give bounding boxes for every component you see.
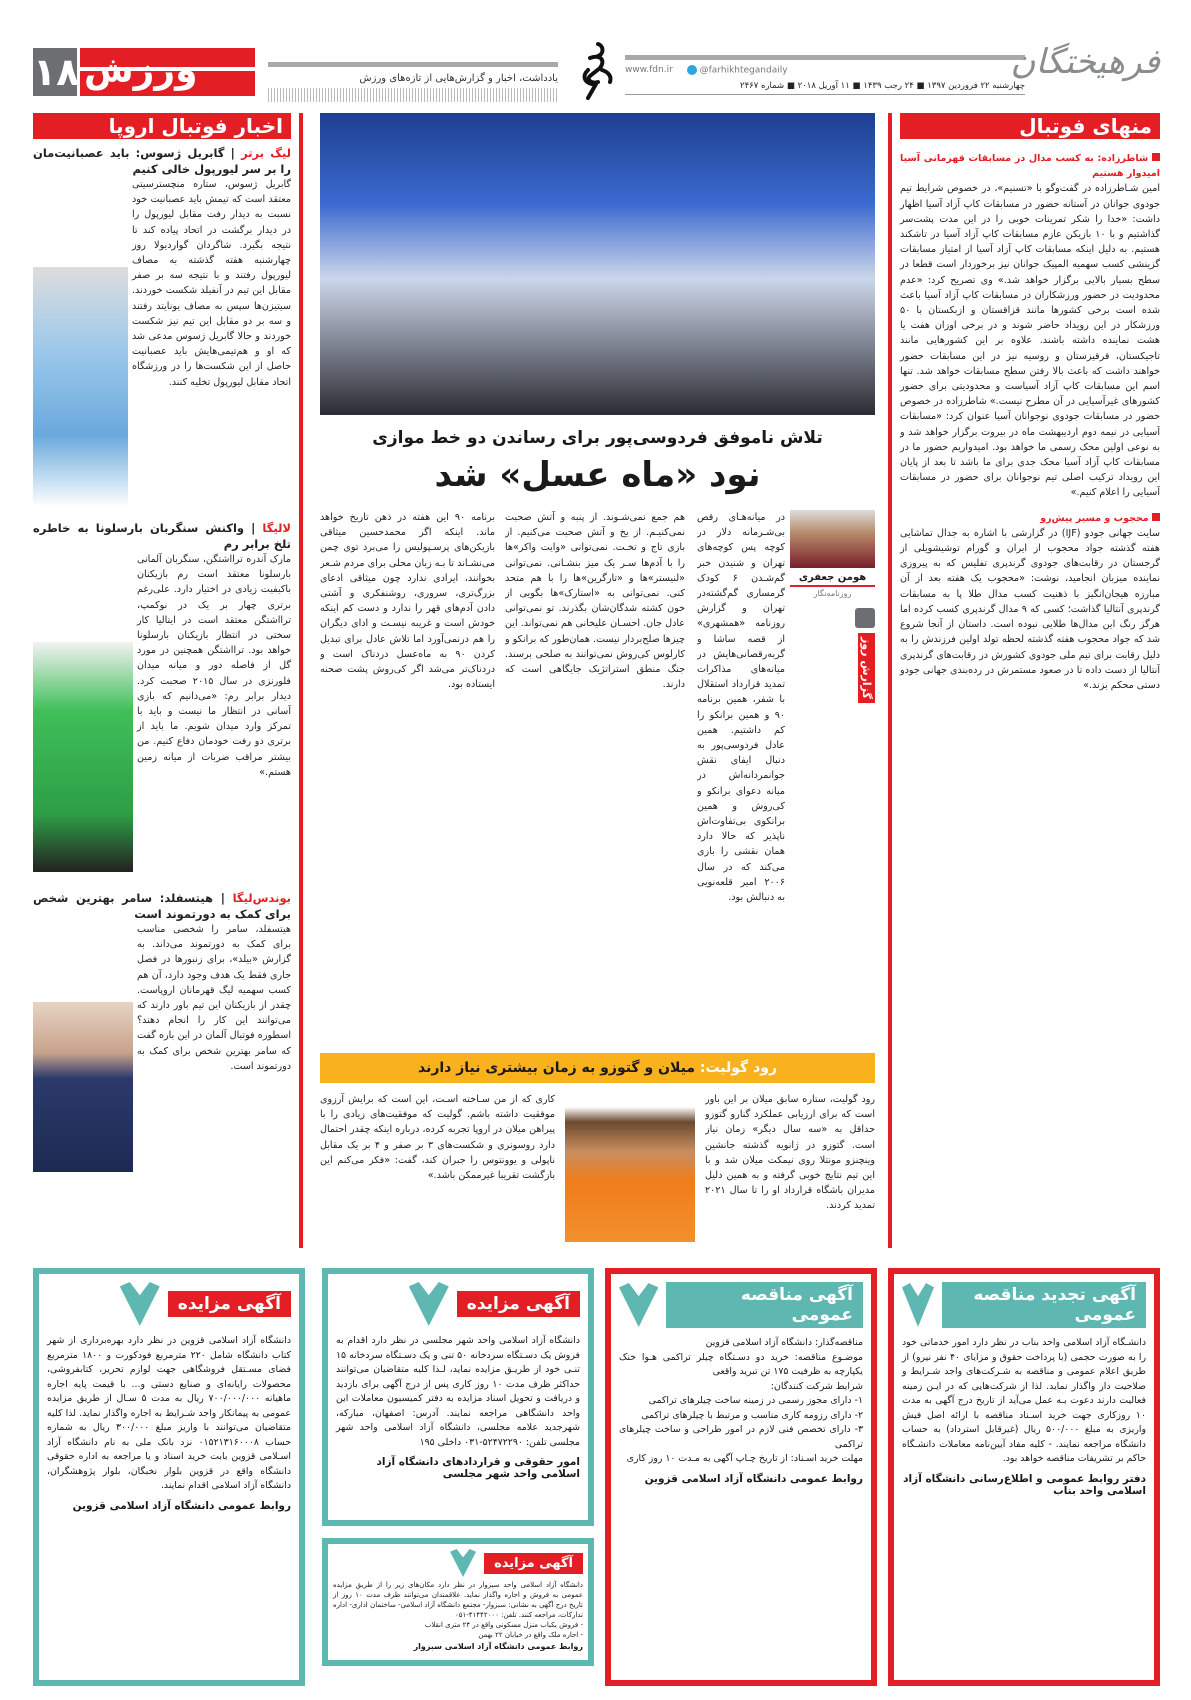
author-photo xyxy=(790,510,875,568)
masthead-info xyxy=(625,55,1025,95)
ad-footer: روابط عمومی دانشگاه آزاد اسلامی قزوین xyxy=(72,1499,291,1512)
ad-body: مناقصه‌گذار: دانشگاه آزاد اسلامی قزوین موضـوع مناقصه: خرید دو دسـتگاه چیلر تراکمی هـوا خنک یکپارچه به ظرفیت ۱۷۵ تن تبرید واقعی شرایط شرکت کنندگان: ۱- دارای مجوز رسمی در زمینه ساخت چیلرهای تراکمی ۲- دارای رزومه کاری مناسب و مرتبط با چیلرهای تراکمی ۳- دارای تخصص فنی لازم در امور طراحی و ساخت چیلرهای تراکمی مهلت خرید اسـناد: از تاریخ چـاپ آگهی به مـدت ۱۰ روز کاری xyxy=(619,1337,863,1464)
ad-title: آگهی مزایده xyxy=(457,1291,580,1317)
ad-title: آگهی تجدید مناقصه عمومی xyxy=(942,1282,1146,1328)
ad-body: دانشگاه آزاد اسلامی واحد سبزوار در نظر دارد مکان‌های زیر را از طریق مزایده عمومی به فروش و اجاره واگذار نماید. علاقمندان می‌توانند ظرف مدت ۱۰ روز از تاریخ درج آگهی به نشانی: سبزوار- مجتمع دانشگاه آزاد اسلامی- ساختمان اداری- اداره تدارکات، مراجعه کنند. تلفن: ۴۱۴۴۲۰۰۰-۰۵۱ - فروش یکباب منزل مسکونی واقع در ۲۴ متری انقلاب - اجاره ملک واقع در خیابان ۲۲ بهمن xyxy=(333,1581,583,1639)
website-link[interactable]: www.fdn.ir xyxy=(625,65,673,75)
article-column: برنامه ۹۰ این هفته در ذهن تاریخ خواهد ماند. اینکه اگر محمدحسین میثاقی بازیکن‌های پرسـپولیس را می‌برد توی چمن می‌نشـاند تا بـه زبان محلی برای مردم شـعر بخوانند، ایرادی ندارد چون میثاقی ادعای بزرگ‌تری، سروری، روشنفکری و آشتی دادن آدم‌های قهر را ندارد و دست کم اینکه خودش است و غریبه نیسـت و ادای دیگران را هم درنمی‌آورد اما تلاش عادل برای تبدیل کردن ۹۰ به ماه‌عسل دردناک است و دردناک‌تر می‌شد اگر کی‌روش پشت صحنه ایستاده بود. xyxy=(320,512,495,691)
university-emblem-icon xyxy=(902,1283,934,1327)
page-number: ۱۸ xyxy=(33,50,80,94)
ad-auction-majlesi xyxy=(322,1268,594,1526)
author-name: هومن جعفری xyxy=(790,572,875,587)
ad-footer: روابط عمومی دانشگاه آزاد اسلامی قزوین xyxy=(644,1472,863,1485)
gullit-banner: رود گولیت: میلان و گتوزو به زمان بیشتری نیاز دارند xyxy=(320,1053,875,1083)
ad-body: دانشگاه آزاد اسلامی قزوین در نظر دارد بهره‌برداری از شهر کتاب دانشگاه شامل ۲۲۰ مترمربع فودکورت و ۱۸۰۰ مترمربع فضای مسـتقل فروشگاهی جهت لوازم تحریر، کتابفروشی، محصولات رایانه‌ای و صنایع دستی و... با قیمت پایه اجاره ماهیانه ۷۰۰/۰۰۰/۰۰۰ ریال به مدت ۵ سـال از طریق مزایده عمومی به پیمانکار واجد شـرایط به اجاره واگذار نماید. لذا کلیه متقاضیان می‌توانند با واریز مبلغ ۳۰۰/۰۰۰ ریال به شماره حساب ۰۱۵۲۱۳۱۶۰۰۰۸ نزد بانک ملی به نام دانشگاه آزاد اسـلامی قزوین بابت خرید اسناد و یا مراجعه به اداره حقوقی دانشگاه واقع در قزوین بلوار نخبگان، بلوار پژوهشگران، دانشگاه آزاد اسلامی اقدام نمایند. xyxy=(47,1335,292,1491)
news-body: هیتسفلد، سامر را شخصی مناسب برای کمک به دورتموند می‌داند. به گزارش «بیلد»، برای زنبورها در فصل جاری فقط یک هدف وجود دارد، آن هم کسب سهمیه لیگ قهرمانان اروپاست. چقدر از بازیکنان این تیم باور دارند که می‌توانند این کار را انجام دهند؟ اسطوره فوتبال آلمان در این باره گفت که سامر بهترین شخص برای کمک به دورتموند است. xyxy=(137,924,291,1072)
report-icon xyxy=(855,608,875,628)
news-body: گابریل ژسوس، ستاره منچسترسیتی معتقد است که تیمش باید عصبانیت خود نسبت به دیدار رفت مقابل لیورپول را در دیدار برگشت در اتحاد پیاده کند تا نتیجه بگیرد. شاگردان گواردیولا روز چهارشنبه هفته گذشته به مصاف لیورپول رفتند و با نتیجه سه بر صفر مقابل این تیم در آنفیلد شکست خوردند. سیتیزن‌ها سپس به مصاف یونایتد رفتند و سه بر دو مقابل این تیم نیز شکست خوردند و حالا گابریل ژسوس مدعی شد که او و هم‌تیمی‌هایش باید عصبانیت حاصل از این شکست‌ها را در ورزشگاه اتحاد مقابل لیورپول تخلیه کنند. xyxy=(132,179,291,388)
section-tagline-block xyxy=(268,62,558,102)
news-item: لالیگا | واکنش سنگربان بارسلونا به خاطره تلخ برابر رم مارک آندره ترااشتگن، سنگربان آلمانی بارسلونا معتقد است رم بازیکنان باکیفیت زیادی در اختیار دارد. علی‌رغم برتری چهار بر یک در نوکمپ، ترااشتگن معتقد است در ایتالیا کار سختی در انتظار بازیکنان بارسلونا خواهد بود. ترااشتگن همچنین در مورد گل از فاصله دور و میانه میدان فلورنزی در سال ۲۰۱۵ صحبت کرد. دیدار برابر رم: «می‌دانیم که بازی آسانی در انتظار ما نیست و باید با تمرکز وارد میدان شویم. ما باید از برتری دو رفت خودمان دفاع کنیم. من بیشتر مراقب ضربات از میانه زمین هستم.» xyxy=(33,514,291,884)
issue-date: چهارشنبه ۲۲ فروردین ۱۳۹۷ ■ ۲۴ رجب ۱۴۳۹ ■ ۱۱ آوریل ۲۰۱۸ ■ شماره ۲۴۶۷ xyxy=(625,81,1025,95)
telegram-handle[interactable]: @farhikhtegandaily xyxy=(687,65,788,76)
ad-auction-sabzevar xyxy=(322,1538,594,1666)
left-column xyxy=(33,113,303,1248)
main-photo xyxy=(320,113,875,415)
news-kicker: شاطرزاده: به کسب مدال در مسابقات قهرمانی آسیا امیدوار هستیم xyxy=(900,153,1160,180)
ad-title: آگهی مزایده xyxy=(484,1553,583,1574)
news-body: مارک آندره ترااشتگن، سنگربان آلمانی بارسلونا معتقد است رم بازیکنان باکیفیت زیادی در اختیار دارد. علی‌رغم برتری چهار بر یک در نوکمپ، ترااشتگن معتقد است در ایتالیا کار سختی در انتظار بازیکنان بارسلونا خواهد بود. ترااشتگن همچنین در مورد گل از فاصله دور و میانه میدان فلورنزی در سال ۲۰۱۵ صحبت کرد. دیدار برابر رم: «می‌دانیم که بازی آسانی در انتظار ما نیست و باید با تمرکز وارد میدان شویم. ما باید از برتری دو رفت خودمان دفاع کنیم. من بیشتر مراقب ضربات از میانه زمین هستم.» xyxy=(137,554,291,778)
news-item xyxy=(900,511,1160,693)
right-column xyxy=(888,113,1160,1248)
ad-footer: امور حقوقی و قراردادهای دانشگاه آزاد اسلامی واحد شهر مجلسی xyxy=(376,1456,580,1480)
ad-title: آگهی مناقصه عمومی xyxy=(666,1282,863,1328)
news-kicker: محجوب و مسیر پیش‌رو xyxy=(900,511,1160,526)
university-emblem-icon xyxy=(450,1549,476,1577)
news-item: لیگ برتر | گابریل ژسوس: باید عصبانیت‌مان را بر سر لیورپول خالی کنیم گابریل ژسوس، ستاره منچسترسیتی معتقد است که تیمش باید عصبانیت خود نسبت به دیدار رفت مقابل لیورپول را در دیدار برگشت در اتحاد پیاده کند تا نتیجه بگیرد. شاگردان گواردیولا روز چهارشنبه هفته گذشته به مصاف لیورپول رفتند و با نتیجه سه بر صفر مقابل این تیم در آنفیلد شکست خوردند. سیتیزن‌ها سپس به مصاف یونایتد رفتند و سه بر دو مقابل این تیم نیز شکست خوردند و حالا گابریل ژسوس مدعی شد که او و هم‌تیمی‌هایش باید عصبانیت حاصل از این شکست‌ها را در ورزشگاه اتحاد مقابل لیورپول تخلیه کنند. xyxy=(33,139,291,514)
ad-footer: دفتر روابط عمومی و اطلاع‌رسانی دانشگاه آزاد اسلامی واحد بناب xyxy=(903,1472,1146,1497)
coach-photo xyxy=(33,1002,133,1172)
author-box xyxy=(790,510,875,703)
player-photo xyxy=(33,267,128,507)
gullit-photo xyxy=(565,1092,695,1242)
newspaper-logo: فرهیختگان xyxy=(1010,42,1160,82)
column-title: اخبار فوتبال اروپا xyxy=(33,113,291,139)
ad-tender xyxy=(605,1268,877,1686)
university-emblem-icon xyxy=(409,1282,449,1326)
report-tag: گزارش روز xyxy=(858,633,875,703)
news-item: بوندس‌لیگا | هیتسفلد: سامر بهترین شخص برای کمک به دورتموند است هیتسفلد، سامر را شخصی مناسب برای کمک به دورتموند می‌داند. به گزارش «بیلد»، برای زنبورها در فصل جاری فقط یک هدف وجود دارد، آن هم کسب سهمیه لیگ قهرمانان اروپاست. چقدر از بازیکنان این تیم باور دارند که می‌توانند این کار را انجام دهند؟ اسطوره فوتبال آلمان در این باره گفت که سامر بهترین شخص برای کمک به دورتموند است. xyxy=(33,884,291,1244)
telegram-icon xyxy=(687,65,697,75)
section-title: ورزش xyxy=(80,48,255,96)
ad-auction-qazvin xyxy=(33,1268,305,1686)
ad-title: آگهی مزایده xyxy=(168,1291,291,1317)
ad-body: دانشـگاه آزاد اسلامی واحد بناب در نظر دارد امور خدماتی خود را به صورت حجمی (با پرداخت حقوق و مزایای ۴۰ نفر نیرو) از طریق اعلام عمومی و مناقصه به شـرکت‌های واجد شـرایط و صلاحیت دار واگذار نماید. لذا از شرکت‌هایی که در ایـن زمینه فعالیت دارند دعوت بـه عمل می‌آید از تاریخ درج آگهی به مدت ۱۰ روزکاری جهت خرید اسـناد مناقصه با ارائه اصل فیش واریزی به مبلغ ۵۰۰/۰۰۰ ریال (غیرقابل استرداد) به حساب دانشگاه مراجعه نمایند. - کلیه مفاد آیین‌نامه معاملات دانشـگاه حاکم بر تشریفات مناقصه خواهد بود. xyxy=(902,1337,1146,1464)
university-emblem-icon xyxy=(120,1282,160,1326)
news-body: سایت جهانی جودو (IJF) در گزارشی با اشاره به جدال تماشایی هفته گذشته جواد محجوب از ایران و گورام توشیشویلی از گرجستان در رقابت‌های جودوی گرندپری تفلیس که به پیروزی نماینده میزبان انجامید، نوشت: «محجوب یک هفته بعد از آن مبارزه هیجان‌انگیز با ذهنیت کسب مدال طلا پا به مسابقات گرندپری آنتالیا گذاشت؛ کسی که ۹ مدال گرندپری کسب کرده اما هرگز رنگ این مدال‌ها طلایی نبوده است. داستان از آنجا شروع شد که جواد محجوب هفته گذشته لحظه تولد اولین فرزندش را به دلیل رقابت برای تیم ملی جودوی کشورش در رقابت‌های گرندپری آنتالیا از دست داده تا در صعود مستمرش در رده‌بندی جهانی جودو دستی محکم بزند.» xyxy=(900,527,1160,691)
section-tagline: یادداشت، اخبار و گزارش‌هایی از تازه‌های ورزش xyxy=(359,73,558,84)
goalkeeper-photo xyxy=(33,642,133,872)
university-emblem-icon xyxy=(619,1283,658,1327)
main-subtitle: تلاش ناموفق فردوسی‌پور برای رساندن دو خط موازی xyxy=(372,428,823,448)
news-item xyxy=(900,151,1160,501)
column-title: منهای فوتبال xyxy=(900,113,1160,139)
gullit-column: رود گولیت، ستاره سابق میلان بر این باور است که برای ارزیابی عملکرد گنارو گتوزو حداقل به «سه سال دیگر» زمان نیاز است. گتوزو در ژانویه گذشته جانشین وینچنزو مونتلا روی نیمکت میلان شد و با این تیم نتایج خوبی گرفته و به همین دلیل مدیران باشگاه قرارداد او را تا سال ۲۰۲۱ تمدید کردند. xyxy=(705,1094,875,1212)
author-role: روزنامه‌نگار xyxy=(813,589,852,598)
news-body: امین شـاطرزاده در گفت‌وگو با «تسنیم»، در خصوص شرایط تیم جودوی جوانان در آستانه حضور در مسابقات کاپ آزاد آسیا اظهار داشت: «خدا را شکر تمرینات خوبی را در این مدت پشت‌سر گذاشتیم و با ۱۰ بازیکن عازم مسابقات کاپ آزاد آسیا در تاشکند هستیم. به دلیل اینکه مسابقات کاپ آزاد آسیا از امتیاز مسابقات گزینشی کسب سهمیه المپیک جوانان نیز برخوردار است قطعا در سطح بسیار بالایی برگزار خواهد شد.» وی تصریح کرد: «عدم محدودیت در حضور ورزشکاران در مسابقات کاپ آزاد آسیا باعث شده است برخی کشورها مانند قزاقستان و ازبکستان با ۵۰ ورزشکار در این رویداد حاضر شوند و در برخی اوزان هفت یا هشت نماینده داشته باشند. علاوه بر این کشورهایی مانند تاجیکستان، قرقیزستان و روسیه نیز در این مسابقات حضور خواهند داشت که باعث بالا رفتن سطح مسابقات خواهد شد. تنها اسم این مسابقات کاپ آزاد آسیاست و محدودیتی برای حضور کشورهای غیرآسیایی در آن مطرح نیست.» شاطرزاده در خصوص حضور در مسابقات جودوی نوجوانان آسیا عنوان کرد: «مسابقات آسیایی در نیمه دوم اردیبهشت ماه در بیروت برگزار خواهد شد و به نوعی اولین محک رسمی ما خواهد بود. امیدواریم حضور ما در مسابقات کاپ آزاد آسیا محک جدی برای ما باشد تا بعد از پایان این رویداد ترکیب اصلی تیم نوجوانان برای حضور در مسابقات آسیایی را اعلام کنیم.» xyxy=(900,183,1160,499)
article-column: در میانه‌هـای رقص بی‌شـرمانه دلار در کوچه پس کوچه‌های تهران و شنیدن خبر گم‌شـدن ۶ کودک گرمساری گم‌گشته‌در تهران و گزارش روزنامه «همشهری» از قصه ساشا و گربه‌رقصانی‌هایش در میانه‌های مذاکرات تمدید قرارداد استقلال با شفر، همین برنامه ۹۰ و همین برانکو را کم داشتیم. همین عادل فردوسی‌پور به دنبال ایفای نقش جوانمردانه‌اش در میانه دعوای برانکو و کی‌روش و همین برانکوی بی‌تفاوت‌اش ناپذیر که حالا دارد همان نقشی را بازی می‌کند که در سال ۲۰۰۶ امیر قلعه‌نویی به دنبالش بود. xyxy=(697,512,785,904)
ad-tender-renewal xyxy=(888,1268,1160,1686)
article-column: هم جمع نمی‌شـوند. از پنبه و آتش صحبت نمی‌کنیـم. از یخ و آتش صحبت می‌کنیم. از بازی تاج و تخـت. نمی‌توانی «وایت واکر»ها را با آدم‌ها سـر یک میز بنشـانی. نمی‌توانی «لنیستر»ها و «تارگرین»ها را با هم متحد کنی. نمی‌توانی به «استارک»ها بگویی از خون کشته شدگان‌شان بگذرند. تو نمی‌توانی عادل جان. احسـان علیخانی هم نمی‌تواند. این چیزها صلح‌بردار نیست. همان‌طور که برانکو و کارلوس کی‌روش نمی‌توانند به صلحی برسند. جنگ منطق استراتژیک جایگاهی است که دارند. xyxy=(505,512,685,691)
gullit-column: کاری که از من سـاخته اسـت، این است که برایش آرزوی موفقیت داشته باشم. گولیت که موفقیت‌های زیادی را با پیراهن میلان در اروپا تجربه کرده، درباره اینکه چقدر احتمال دارد روسونری و شکست‌های ۳ بر صفر و ۴ بر یک مقابل ناپولی و یوونتوس را جبران کند، گفت: «فکر می‌کنم این بازگشت تقریبا غیرممکن باشد.» xyxy=(320,1094,555,1182)
ad-body: دانشگاه آزاد اسلامی واحد شهر مجلسی در نظر دارد اقدام به فروش یک دسـتگاه سردخانه ۵۰ تنی و یک دسـتگاه سردخانه ۱۵ تنـی خود از طریـق مزایده نماید، لـذا کلیه متقاضیان می‌توانند حداکثر ظرف مدت ۱۰ روز کاری پس از درج آگهی برای بازدید و دریافت و تحویل اسناد مزایده به دفتر کمیسیون معاملات این واحد دانشگاهی مراجعه نمایند. آدرس: اصفهان، مبارکه، شهرجدید علامه مجلسی، دانشگاه آزاد اسلامی واحد شهر مجلسی تلفن: ۵۲۴۷۲۲۹۰-۰۳۱ داخلی ۱۹۵ xyxy=(336,1335,580,1448)
main-headline: نود «ماه عسل» شد xyxy=(434,455,761,495)
runner-logo-icon xyxy=(568,40,622,102)
ad-footer: روابط عمومی دانشگاه آزاد اسلامی سبزوار xyxy=(413,1642,583,1651)
